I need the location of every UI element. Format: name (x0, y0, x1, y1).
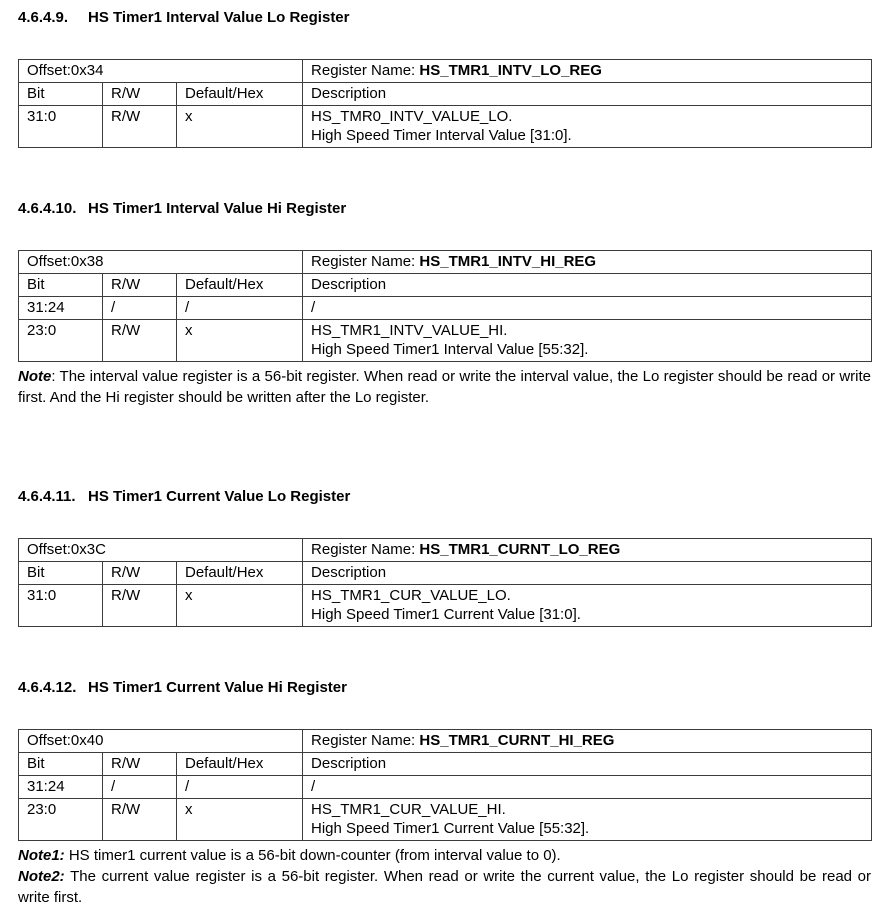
default-cell: x (177, 799, 303, 841)
section-heading (18, 488, 872, 506)
col-header-default: Default/Hex (177, 562, 303, 585)
default-cell: x (177, 585, 303, 627)
col-header-description: Description (303, 274, 872, 297)
col-header-default: Default/Hex (177, 274, 303, 297)
register-name-cell (303, 539, 872, 562)
rw-cell: R/W (103, 799, 177, 841)
register-name: HS_TMR1_INTV_HI_REG (419, 253, 597, 270)
default-cell: / (177, 776, 303, 799)
register-name: HS_TMR1_CURNT_HI_REG (419, 732, 615, 749)
section-heading (18, 200, 872, 218)
register-name: HS_TMR1_INTV_LO_REG (419, 62, 602, 79)
register-name-cell (303, 251, 872, 274)
note-paragraph (18, 366, 871, 408)
register-table (18, 729, 872, 841)
section-number: 4.6.4.12. (18, 679, 77, 696)
section-number: 4.6.4.11. (18, 488, 76, 505)
section-title: HS Timer1 Interval Value Hi Register (88, 200, 347, 217)
col-header-description: Description (303, 562, 872, 585)
description-line: HS_TMR0_INTV_VALUE_LO. (311, 108, 513, 125)
col-header-rw: R/W (103, 562, 177, 585)
table-row (19, 776, 872, 799)
description-line: High Speed Timer1 Current Value [55:32]. (311, 820, 590, 837)
rw-cell: / (103, 776, 177, 799)
table-header-row (19, 753, 872, 776)
default-cell: x (177, 320, 303, 362)
note-paragraph (18, 866, 871, 908)
register-table (18, 59, 872, 148)
description-line: High Speed Timer Interval Value [31:0]. (311, 127, 572, 144)
col-header-bit: Bit (19, 753, 103, 776)
register-name-cell (303, 730, 872, 753)
section-title: HS Timer1 Interval Value Lo Register (88, 9, 350, 26)
section-hs-tmr1-curnt-lo (18, 488, 872, 627)
section-number: 4.6.4.10. (18, 200, 77, 217)
note-text: HS timer1 current value is a 56-bit down-counter (from interval value to 0). (64, 847, 561, 864)
description-cell (303, 585, 872, 627)
col-header-rw: R/W (103, 83, 177, 106)
rw-cell: R/W (103, 106, 177, 148)
description-line: High Speed Timer1 Current Value [31:0]. (311, 606, 581, 623)
bit-cell: 31:0 (19, 106, 103, 148)
note-label: Note1: (18, 847, 65, 864)
register-name-cell (303, 60, 872, 83)
note-label: Note2: (18, 868, 65, 885)
bit-cell: 31:24 (19, 776, 103, 799)
offset-cell: Offset:0x34 (19, 60, 303, 83)
register-name-label: Register Name: (311, 732, 420, 749)
description-cell: / (303, 776, 872, 799)
offset-cell: Offset:0x40 (19, 730, 303, 753)
section-hs-tmr1-intv-hi (18, 200, 872, 408)
section-hs-tmr1-curnt-hi (18, 679, 872, 908)
rw-cell: R/W (103, 585, 177, 627)
description-cell (303, 320, 872, 362)
note-text: : The interval value register is a 56-bit register. When read or write the interval value, the Lo register should be read or write first. And the Hi register should be written after the Lo register. (18, 368, 871, 406)
bit-cell: 31:0 (19, 585, 103, 627)
table-row (19, 106, 872, 148)
note-paragraph (18, 845, 871, 866)
table-row (19, 320, 872, 362)
table-header-row (19, 274, 872, 297)
table-row-offset (19, 60, 872, 83)
default-cell: / (177, 297, 303, 320)
rw-cell: R/W (103, 320, 177, 362)
description-cell: / (303, 297, 872, 320)
col-header-bit: Bit (19, 562, 103, 585)
section-number: 4.6.4.9. (18, 9, 69, 26)
offset-cell: Offset:0x38 (19, 251, 303, 274)
section-heading (18, 9, 872, 27)
note-text: The current value register is a 56-bit register. When read or write the current value, the Lo register should be read or write first. (18, 868, 871, 906)
register-name-label: Register Name: (311, 253, 420, 270)
table-header-row (19, 562, 872, 585)
col-header-rw: R/W (103, 753, 177, 776)
register-name-label: Register Name: (311, 541, 420, 558)
register-table (18, 538, 872, 627)
table-row-offset (19, 539, 872, 562)
description-line: HS_TMR1_CUR_VALUE_HI. (311, 801, 506, 818)
register-name-label: Register Name: (311, 62, 420, 79)
description-line: HS_TMR1_INTV_VALUE_HI. (311, 322, 508, 339)
table-row (19, 585, 872, 627)
description-cell (303, 106, 872, 148)
description-cell (303, 799, 872, 841)
col-header-description: Description (303, 753, 872, 776)
col-header-default: Default/Hex (177, 83, 303, 106)
default-cell: x (177, 106, 303, 148)
table-row-offset (19, 251, 872, 274)
rw-cell: / (103, 297, 177, 320)
col-header-bit: Bit (19, 274, 103, 297)
register-name: HS_TMR1_CURNT_LO_REG (419, 541, 621, 558)
table-row (19, 297, 872, 320)
description-line: HS_TMR1_CUR_VALUE_LO. (311, 587, 511, 604)
section-title: HS Timer1 Current Value Hi Register (88, 679, 347, 696)
col-header-rw: R/W (103, 274, 177, 297)
register-table (18, 250, 872, 362)
col-header-bit: Bit (19, 83, 103, 106)
bit-cell: 23:0 (19, 799, 103, 841)
table-row (19, 799, 872, 841)
offset-cell: Offset:0x3C (19, 539, 303, 562)
description-line: High Speed Timer1 Interval Value [55:32]. (311, 341, 589, 358)
bit-cell: 31:24 (19, 297, 103, 320)
note-label: Note (18, 368, 52, 385)
col-header-default: Default/Hex (177, 753, 303, 776)
section-hs-tmr1-intv-lo (18, 9, 872, 148)
table-row-offset (19, 730, 872, 753)
table-header-row (19, 83, 872, 106)
col-header-description: Description (303, 83, 872, 106)
section-heading (18, 679, 872, 697)
bit-cell: 23:0 (19, 320, 103, 362)
section-title: HS Timer1 Current Value Lo Register (88, 488, 351, 505)
